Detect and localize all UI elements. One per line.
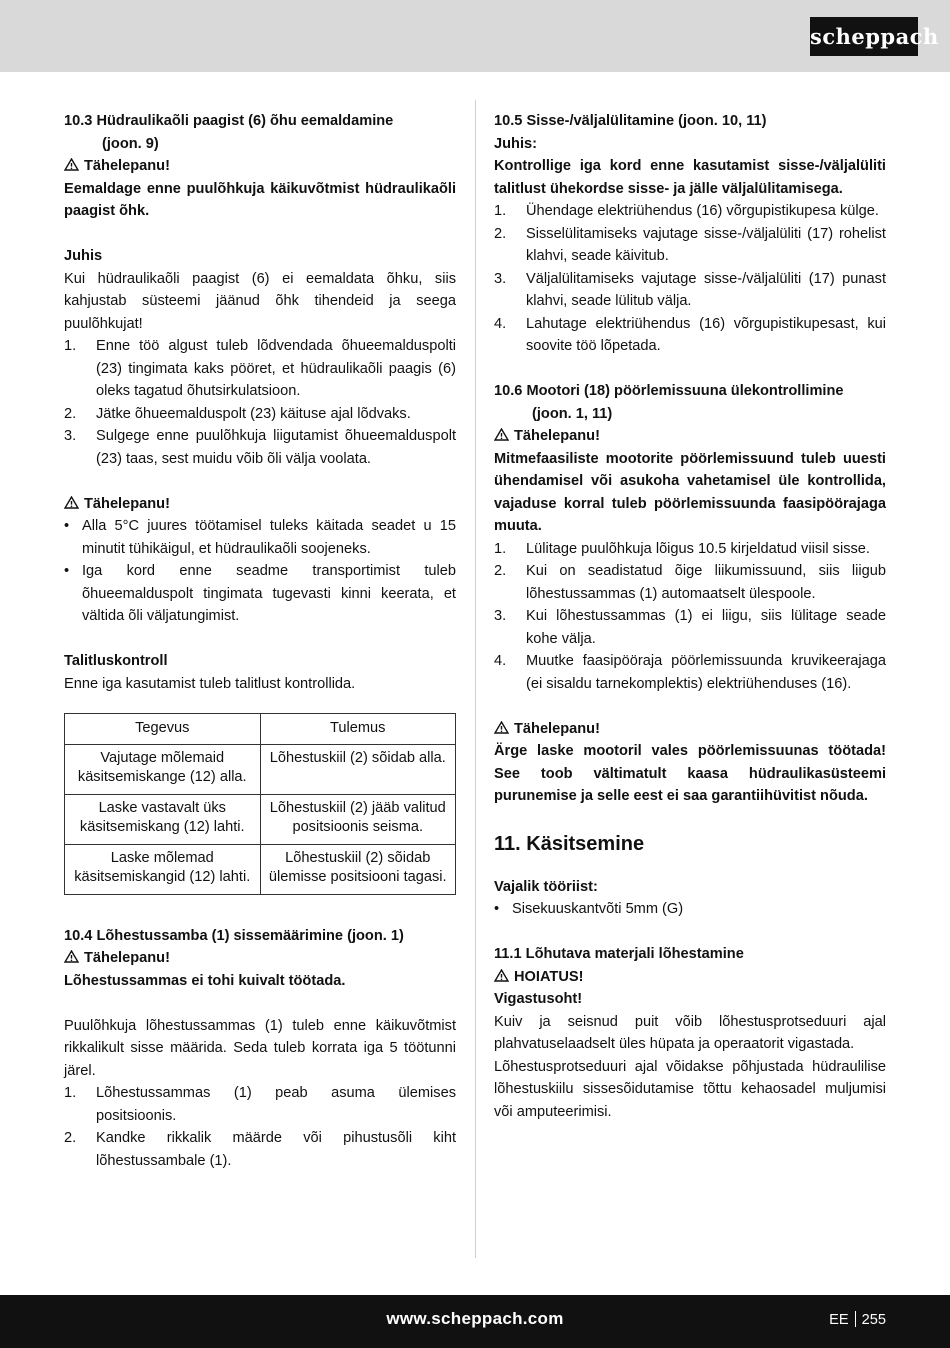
list-item: 3. Kui lõhestussammas (1) ei liigu, siis lülitage seade kohe välja. [494,608,886,647]
list-item: 2. Sisselülitamiseks vajutage sisse-/väljalüliti (17) rohelist klahvi, seade käivitub. [494,225,886,264]
warning-triangle-icon [494,721,509,734]
left-column [64,110,456,1172]
table-header-row [65,714,456,745]
warning-triangle-icon [494,428,509,441]
list-item: • Alla 5°C juures töötamisel tuleks käitada seadet u 15 minutit tühikäigul, et hüdraulikaõli soojeneks. [64,518,456,557]
list-item: 2. Jätke õhueemalduspolt (23) käituse ajal lõdvaks. [64,405,411,422]
list-item: 4. Lahutage elektriühendus (16) võrgupistikupesast, kui soovite töö lõpetada. [494,315,886,354]
function-check-table [64,713,456,895]
table-cell: Lõhestuskiil (2) sõidab alla. [260,744,456,794]
list-item: 1. Enne töö algust tuleb lõdvendada õhueemalduspolti (23) tingimata kaks pööret, et hüdraulikaõli paagis (6) oleks tagatud õhutsirkulatsioon. [64,338,456,399]
section-10-4-heading: 10.4 Lõhestussamba (1) sissemäärimine (joon. 1) [64,927,404,944]
page-number-value: 255 [861,1312,886,1328]
note-text: Kontrollige iga kord enne kasutamist sisse-/väljalüliti talitlust ühekordse sisse- ja jälle väljalülitamisega. [494,158,886,197]
table-cell: Laske vastavalt üks käsitsemiskang (12) lahti. [65,794,261,844]
warning-text: Ärge laske mootoril vales pöörlemissuunas töötada! See toob vältimatult kaasa hüdraulikasüsteemi purunemise ja selle eest ei saa garantiihüvitist nõuda. [494,743,886,804]
table-cell: Lõhestuskiil (2) sõidab ülemisse positsiooni tagasi. [260,844,456,894]
steps-list [64,335,456,470]
header-band [0,0,950,72]
bullet-list [64,515,456,628]
attention-label: Tähelepanu! [64,493,456,516]
section-10-5-heading: 10.5 Sisse-/väljalülitamine (joon. 10, 11) [494,113,767,129]
warning-triangle-icon [64,496,79,509]
body-text: Kuiv ja seisnud puit võib lõhestusprotseduuri ajal plahvatuselaadselt üles hüpata ja operaatorit vigastada. [494,1013,886,1052]
list-item: 1. Lülitage puulõhkuja lõigus 10.5 kirjeldatud viisil sisse. [494,540,870,557]
attention-label: Tähelepanu! [64,155,456,178]
tools-list [494,898,886,921]
warning-triangle-icon [64,950,79,963]
attention-label: Tähelepanu! [494,425,886,448]
table-cell: Lõhestuskiil (2) jääb valitud positsioonis seisma. [260,794,456,844]
note-text: Kui hüdraulikaõli paagist (6) ei eemaldata õhku, siis kahjustab süsteemi jäänud õhk tihendeid ja seega puulõhkujat! [64,270,456,332]
table-row [65,844,456,894]
warning-text: Lõhestussammas ei tohi kuivalt töötada. [64,972,346,989]
list-item: 3. Sulgege enne puulõhkuja liigutamist õhueemalduspolt (23) taas, sest muidu võib õli välja voolata. [64,428,456,467]
table-cell: Laske mõlemad käsitsemiskangid (12) lahti. [65,844,261,894]
hazard-subtitle: Vigastusoht! [494,991,583,1007]
table-cell: Vajutage mõlemaid käsitsemiskange (12) alla. [65,744,261,794]
section-10-6-heading: 10.6 Mootori (18) pöörlemissuuna ülekontrollimine (joon. 1, 11) [494,383,844,422]
tools-title: Vajalik tööriist: [494,878,598,895]
attention-label: Tähelepanu! [64,947,456,970]
chapter-11-heading: 11. Käsitsemine [494,832,645,855]
body-text: Lõhestusprotseduuri ajal võidakse põhjustada hüdraulilise lõhestuskiilu sissesõidutamise tõttu kehaosadel muljumisi või amputeerimisi. [494,1058,886,1120]
note-title: Juhis [64,248,103,264]
note-title: Juhis: [494,135,537,152]
list-item: 1. Ühendage elektriühendus (16) võrgupistikupesa külge. [494,203,879,219]
hazard-label: HOIATUS! [494,966,886,989]
language-code: EE [829,1312,849,1328]
list-item: 2. Kui on seadistatud õige liikumissuund, siis liigub lõhestussammas (1) automaatselt ülespoole. [494,563,886,602]
list-item: • Sisekuuskantvõti 5mm (G) [494,901,684,917]
function-check-title: Talitluskontroll [64,653,168,669]
body-text: Puulõhkuja lõhestussammas (1) tuleb enne käikuvõtmist rikkalikult sisse määrida. Seda tuleb korrata iga 5 töötunni järel. [64,1017,456,1079]
warning-triangle-icon [64,158,79,171]
brand-logo: scheppach [810,17,918,56]
function-check-text: Enne iga kasutamist tuleb talitlust kontrollida. [64,675,356,692]
warning-text: Eemaldage enne puulõhkuja käikuvõtmist hüdraulikaõli paagist õhk. [64,180,456,219]
table-row [65,744,456,794]
table-row [65,794,456,844]
list-item: 4. Muutke faasipööraja pöörlemissuunda kruvikeerajaga (ei sisaldu tarnekomplektis) elektriühenduses (16). [494,653,886,692]
steps-list [494,538,886,696]
steps-list [494,200,886,358]
section-11-1-heading: 11.1 Lõhutava materjali lõhestamine [494,946,744,962]
table-header-cell: Tegevus [65,714,261,745]
warning-triangle-icon [494,969,509,982]
list-item: 1. Lõhestussammas (1) peab asuma ülemises positsioonis. [64,1085,456,1124]
warning-text: Mitmefaasiliste mootorite pöörlemissuund tuleb uuesti ühendamisel või asukoha vahetamisel üle kontrollida, vajaduse korral tuleb pöörlemissuunda faasipöörajaga muuta. [494,450,886,534]
section-10-3-heading: 10.3 Hüdraulikaõli paagist (6) õhu eemaldamine (joon. 9) [64,113,394,152]
page-number [829,1308,886,1331]
list-item: 3. Väljalülitamiseks vajutage sisse-/väljalüliti (17) punast klahvi, seade lülitub välja. [494,270,886,309]
attention-label: Tähelepanu! [494,718,886,741]
table-header-cell: Tulemus [260,714,456,745]
list-item: • Iga kord enne seadme transportimist tuleb õhueemalduspolt tingimata tugevasti kinni keerata, et vältida õli väljatungimist. [64,563,456,624]
footer-website-link[interactable]: www.scheppach.com [386,1309,564,1328]
page-separator [855,1311,856,1327]
steps-list [64,1082,456,1172]
column-divider [475,100,476,1258]
right-column [494,110,886,1123]
list-item: 2. Kandke rikkalik määrde või pihustusõli kiht lõhestussambale (1). [64,1130,456,1169]
